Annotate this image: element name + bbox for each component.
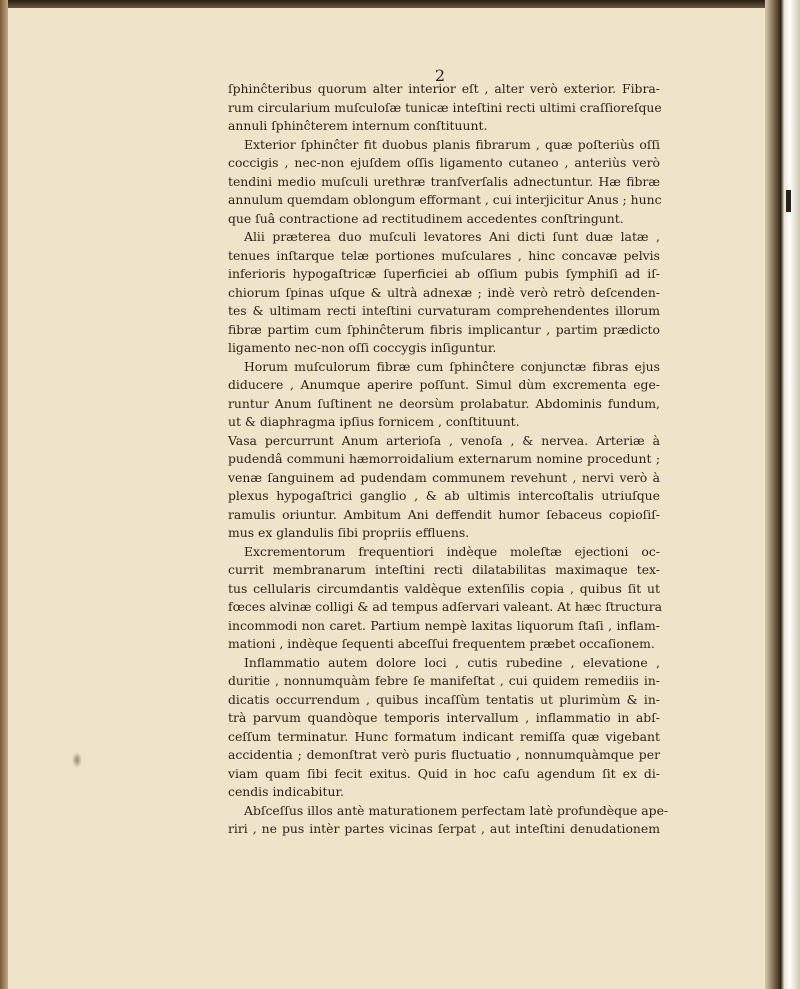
body-text — [228, 80, 669, 839]
text-line: runtur Anum ſuſtinent ne deorsùm prolabatur. Abdominis fundum, — [228, 395, 660, 411]
text-line: accidentia ; demonſtrat verò puris fluctuatio , nonnumquàmque per — [228, 747, 660, 762]
text-line: mus ex glandulis ſibi propriis effluens. — [228, 525, 470, 540]
text-line: ſphinĉteribus quorum alter interior eſt , alter verò exterior. Fibra- — [228, 81, 660, 96]
text-line: annulum quemdam oblongum efformant , cui interjicitur Anus ; hunc — [228, 192, 662, 207]
text-line: tenues inſtarque telæ portiones muſculares , hinc concavæ pelvis — [228, 247, 660, 263]
book-spine — [765, 0, 800, 989]
text-line: coccigis , nec-non ejuſdem oſſis ligamento cutaneo , anteriùs verò — [228, 155, 660, 170]
text-line: Excrementorum frequentiori indèque moleſtæ ejectioni oc- — [244, 543, 660, 559]
text-line: venæ ſanguinem ad pudendam communem revehunt , nervi verò à — [228, 469, 660, 485]
text-line: riri , ne pus intèr partes vicinas ſerpat , aut inteſtini denudationem — [228, 821, 660, 836]
text-line: annuli ſphinĉterem internum conſtituunt. — [228, 118, 488, 133]
text-line: inferioris hypogaſtricæ ſuperficiei ab oſſium pubis ſymphiſi ad iſ- — [228, 266, 660, 281]
text-line: tes & ultimam recti inteſtini curvaturam comprehendentes illorum — [228, 303, 660, 318]
top-edge — [0, 0, 800, 8]
text-line: cendis indicabitur. — [228, 784, 344, 799]
text-line: ramulis oriuntur. Ambitum Ani deffendit humor ſebaceus copioſiſ- — [228, 506, 660, 522]
text-line: pudendâ communi hæmorroidalium externarum nomine procedunt ; — [228, 451, 660, 466]
text-line: que ſuâ contractione ad rectitudinem accedentes conſtringunt. — [228, 210, 624, 226]
text-line: incommodi non caret. Partium nempè laxitas liquorum ſtaſi , inflam- — [228, 617, 660, 633]
text-line: chiorum ſpinas uſque & ultrà adnexæ ; indè verò retrò deſcenden- — [228, 284, 660, 300]
text-line: ligamento nec-non oſſi coccygis inſiguntur. — [228, 340, 497, 355]
text-line: ceſſum terminatur. Hunc formatum indicant remiſſa quæ vigebant — [228, 728, 660, 744]
text-line: fœces alvinæ colligi & ad tempus adſervari valeant. At hæc ſtructura — [228, 599, 663, 614]
text-line: viam quam ſibi fecit exitus. Quid in hoc caſu agendum ſit ex di- — [228, 765, 660, 781]
text-line: Exterior ſphinĉter fit duobus planis fibrarum , quæ poſteriùs oſſi — [244, 136, 660, 152]
text-line: Horum muſculorum fibræ cum ſphinĉtere conjunctæ fibras ejus — [244, 358, 660, 374]
text-line: Vasa percurrunt Anum arterioſa , venoſa , & nervea. Arteriæ à — [228, 432, 660, 448]
text-line: Inflammatio autem dolore loci , cutis rubedine , elevatione , — [244, 654, 660, 670]
text-line: rum circularium muſculoſæ tunicæ inteſtini recti ultimi craſſioreſque — [228, 99, 662, 115]
text-line: mationi , indèque ſequenti abceſſui frequentem præbet occaſionem. — [228, 636, 655, 651]
text-line: trà parvum quandòque temporis intervallum , inflammatio in abſ- — [228, 710, 660, 725]
text-line: Alii præterea duo muſculi levatores Ani dicti ſunt duæ latæ , — [244, 229, 660, 244]
text-line: tendini medio muſculi urethræ tranſverſalis adnectuntur. Hæ fibræ — [228, 173, 660, 189]
text-line: diducere , Anumque aperire poſſunt. Simul dùm excrementa ege- — [228, 377, 660, 392]
ink-stain — [72, 752, 82, 768]
text-line: currit membranarum inteſtini recti dilatabilitas maximaque tex- — [228, 562, 660, 577]
text-line: dicatis occurrendum , quibus incaſſùm tentatis ut plurimùm & in- — [228, 691, 660, 707]
left-edge — [0, 0, 8, 989]
text-line: duritie , nonnumquàm febre ſe manifeſtat , cui quidem remediis in- — [228, 673, 660, 688]
text-line: tus cellularis circumdantis valdèque extenſilis copia , quibus ſit ut — [228, 580, 660, 596]
text-line: fibræ partim cum ſphinĉterum fibris implicantur , partim prædicto — [228, 321, 660, 337]
text-line: plexus hypogaſtrici ganglio , & ab ultimis intercoſtalis utriuſque — [228, 488, 660, 503]
text-line: ut & diaphragma ipſius fornicem , conſtituunt. — [228, 414, 520, 429]
margin-mark — [786, 190, 791, 212]
page-number: 2 — [434, 66, 446, 85]
text-line: Abſceſſus illos antè maturationem perfectam latè profundèque ape- — [244, 802, 669, 818]
